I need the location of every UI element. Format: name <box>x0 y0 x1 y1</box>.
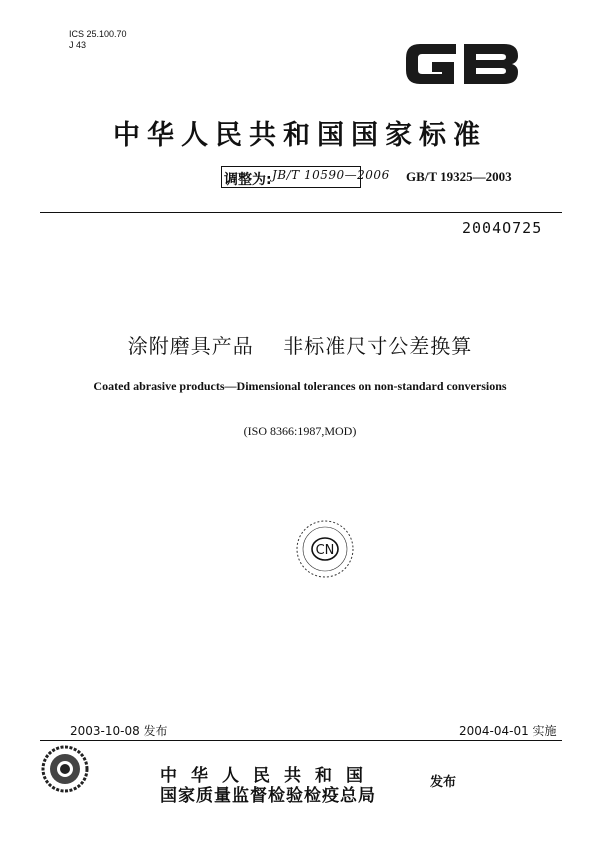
footer-divider <box>40 740 562 741</box>
gb-logo <box>398 34 524 94</box>
classification-codes <box>69 29 127 51</box>
document-title-en: Coated abrasive products—Dimensional tolerances on non-standard conversions <box>93 379 507 393</box>
issuer-seal-icon <box>40 744 90 794</box>
implementation-date: 2004-04-01 实施 <box>459 724 557 738</box>
adjustment-value: JB/T 10590—2006 <box>272 168 390 182</box>
ccs-code: J 43 <box>69 40 87 50</box>
archive-number: 2004O725 <box>462 219 543 237</box>
logo-text: GB <box>398 34 400 35</box>
iso-reference: (ISO 8366:1987,MOD) <box>243 424 357 438</box>
document-title-cn: 涂附磨具产品 非标准尺寸公差换算 <box>127 334 473 358</box>
standard-number: GB/T 19325—2003 <box>406 169 512 184</box>
adjustment-label: 调整为: <box>224 172 272 188</box>
standard-title: 中华人民共和国国家标准 <box>113 120 487 151</box>
issue-date: 2003-10-08 发布 <box>70 724 168 738</box>
ics-code: ICS 25.100.70 <box>69 29 127 39</box>
header-divider <box>40 212 562 213</box>
cn-seal-icon <box>294 518 356 580</box>
issue-label: 发布 <box>430 775 457 790</box>
issuer-country: 中华人民共和国 <box>160 766 377 786</box>
seal-text: CN <box>315 543 335 558</box>
issuer-agency: 国家质量监督检验检疫总局 <box>160 786 376 806</box>
